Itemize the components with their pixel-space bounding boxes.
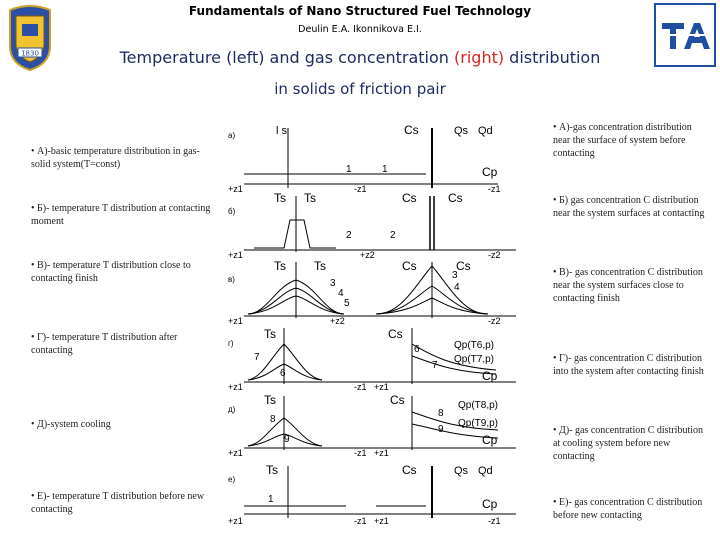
- svg-text:+z1: +z1: [228, 382, 243, 392]
- svg-text:Ts: Ts: [264, 327, 276, 341]
- svg-text:3: 3: [452, 270, 458, 281]
- svg-text:Cs: Cs: [388, 327, 403, 341]
- svg-text:7: 7: [432, 360, 438, 371]
- left-note-e: • Е)- temperature T distribution before new contacting: [31, 491, 205, 515]
- slide-subtitle: in solids of friction pair: [274, 80, 446, 98]
- svg-text:Cs: Cs: [448, 191, 463, 205]
- ls-label: l s: [276, 125, 287, 137]
- svg-text:в): в): [228, 275, 235, 284]
- svg-text:4: 4: [454, 282, 460, 293]
- curve-1-label: 1: [346, 164, 352, 175]
- left-note-a: • А)-basic temperature distribution in gas-solid system(T=const): [31, 146, 200, 170]
- svg-text:е): е): [228, 475, 236, 484]
- qd-label-a: Qd: [478, 125, 493, 137]
- svg-text:2: 2: [390, 230, 396, 241]
- left-note-d: • Д)-system cooling: [31, 419, 111, 430]
- svg-text:Qp(T6,p): Qp(T6,p): [454, 340, 495, 351]
- right-note-d: • Д)- gas concentration C distribution at cooling system before new contacting: [553, 425, 704, 462]
- svg-text:5: 5: [344, 298, 350, 309]
- row-b: [228, 191, 516, 260]
- svg-text:Cp: Cp: [482, 433, 498, 447]
- qs-label-a: Qs: [454, 125, 469, 137]
- svg-text:д): д): [228, 405, 236, 414]
- svg-text:б): б): [228, 207, 236, 216]
- svg-text:+z1: +z1: [228, 250, 243, 260]
- slide-title-red: (right): [454, 48, 505, 67]
- svg-text:-z1: -z1: [354, 382, 367, 392]
- row-d: [228, 393, 516, 458]
- svg-text:Ts: Ts: [314, 259, 326, 273]
- svg-text:+z1: +z1: [228, 516, 243, 526]
- bmstu-logo-icon: [654, 3, 716, 67]
- svg-text:+z2: +z2: [360, 250, 375, 260]
- slide-title: [0, 48, 720, 67]
- svg-text:Ts: Ts: [304, 191, 316, 205]
- right-note-a: • А)-gas concentration distribution near the surface of system before contacting: [553, 122, 692, 159]
- svg-text:Ts: Ts: [266, 463, 278, 477]
- cs-label-a: Cs: [404, 123, 419, 137]
- svg-text:+z1: +z1: [228, 316, 243, 326]
- svg-text:-z1: -z1: [488, 184, 501, 194]
- course-title: Fundamentals of Nano Structured Fuel Technology: [188, 4, 532, 18]
- svg-text:-z1: -z1: [354, 448, 367, 458]
- svg-text:+z2: +z2: [330, 316, 345, 326]
- authors: Deulin E.A. Ikonnikova E.I.: [298, 24, 422, 35]
- svg-text:Qp(T9,p): Qp(T9,p): [458, 418, 499, 429]
- slide-title-part-b: distribution: [504, 48, 601, 67]
- svg-text:8: 8: [270, 414, 276, 425]
- svg-text:9: 9: [284, 434, 290, 445]
- svg-text:Ts: Ts: [264, 393, 276, 407]
- svg-text:Cs: Cs: [390, 393, 405, 407]
- row-e: [228, 463, 516, 526]
- svg-text:-z1: -z1: [488, 516, 501, 526]
- crest-year: 1830: [21, 49, 39, 58]
- svg-text:Qd: Qd: [478, 465, 493, 477]
- left-note-b: • Б)- temperature T distribution at contacting moment: [31, 203, 211, 227]
- svg-text:Ts: Ts: [274, 259, 286, 273]
- svg-text:Cp: Cp: [482, 497, 498, 511]
- svg-text:Ts: Ts: [274, 191, 286, 205]
- svg-text:-z2: -z2: [488, 250, 501, 260]
- right-note-b: • Б) gas concentration C distribution near the system surfaces at contacting: [553, 195, 705, 219]
- svg-text:+z1: +z1: [374, 448, 389, 458]
- svg-text:1: 1: [268, 494, 274, 505]
- svg-text:+z1: +z1: [374, 516, 389, 526]
- svg-text:Cs: Cs: [402, 191, 417, 205]
- distribution-figure: [226, 116, 516, 540]
- row-v: [228, 259, 516, 326]
- svg-text:Cs: Cs: [402, 463, 417, 477]
- svg-text:2: 2: [346, 230, 352, 241]
- right-note-v: • В)- gas concentration C distribution near the system surfaces close to contacting finish: [553, 267, 703, 304]
- svg-text:Qp(T7,p): Qp(T7,p): [454, 354, 495, 365]
- svg-text:-z1: -z1: [354, 516, 367, 526]
- svg-text:+z1: +z1: [228, 448, 243, 458]
- svg-text:6: 6: [280, 368, 286, 379]
- svg-text:3: 3: [330, 278, 336, 289]
- row-g: [228, 327, 516, 392]
- svg-text:Qp(T8,p): Qp(T8,p): [458, 400, 499, 411]
- right-note-g: • Г)- gas concentration C distribution into the system after contacting finish: [553, 353, 704, 377]
- svg-text:-z2: -z2: [488, 316, 501, 326]
- svg-text:Qs: Qs: [454, 465, 469, 477]
- slide-title-part-a: Temperature (left) and gas concentration: [119, 48, 455, 67]
- svg-text:1: 1: [382, 164, 388, 175]
- row-letter-a: а): [228, 131, 236, 140]
- svg-text:г): г): [228, 339, 234, 348]
- svg-text:Cp: Cp: [482, 369, 498, 383]
- svg-text:7: 7: [254, 352, 260, 363]
- right-note-e: • Е)- gas concentration C distribution before new contacting: [553, 497, 703, 521]
- left-note-v: • В)- temperature T distribution close to contacting finish: [31, 260, 191, 284]
- row-a: [228, 123, 501, 194]
- cp-label-a: Cp: [482, 165, 498, 179]
- svg-text:8: 8: [438, 408, 444, 419]
- svg-text:+z1: +z1: [228, 184, 243, 194]
- svg-text:9: 9: [438, 424, 444, 435]
- svg-text:+z1: +z1: [374, 382, 389, 392]
- svg-text:-z1: -z1: [354, 184, 367, 194]
- svg-text:Cs: Cs: [456, 259, 471, 273]
- svg-text:6: 6: [414, 344, 420, 355]
- svg-text:4: 4: [338, 288, 344, 299]
- left-note-g: • Г)- temperature T distribution after contacting: [31, 332, 178, 356]
- svg-text:Cs: Cs: [402, 259, 417, 273]
